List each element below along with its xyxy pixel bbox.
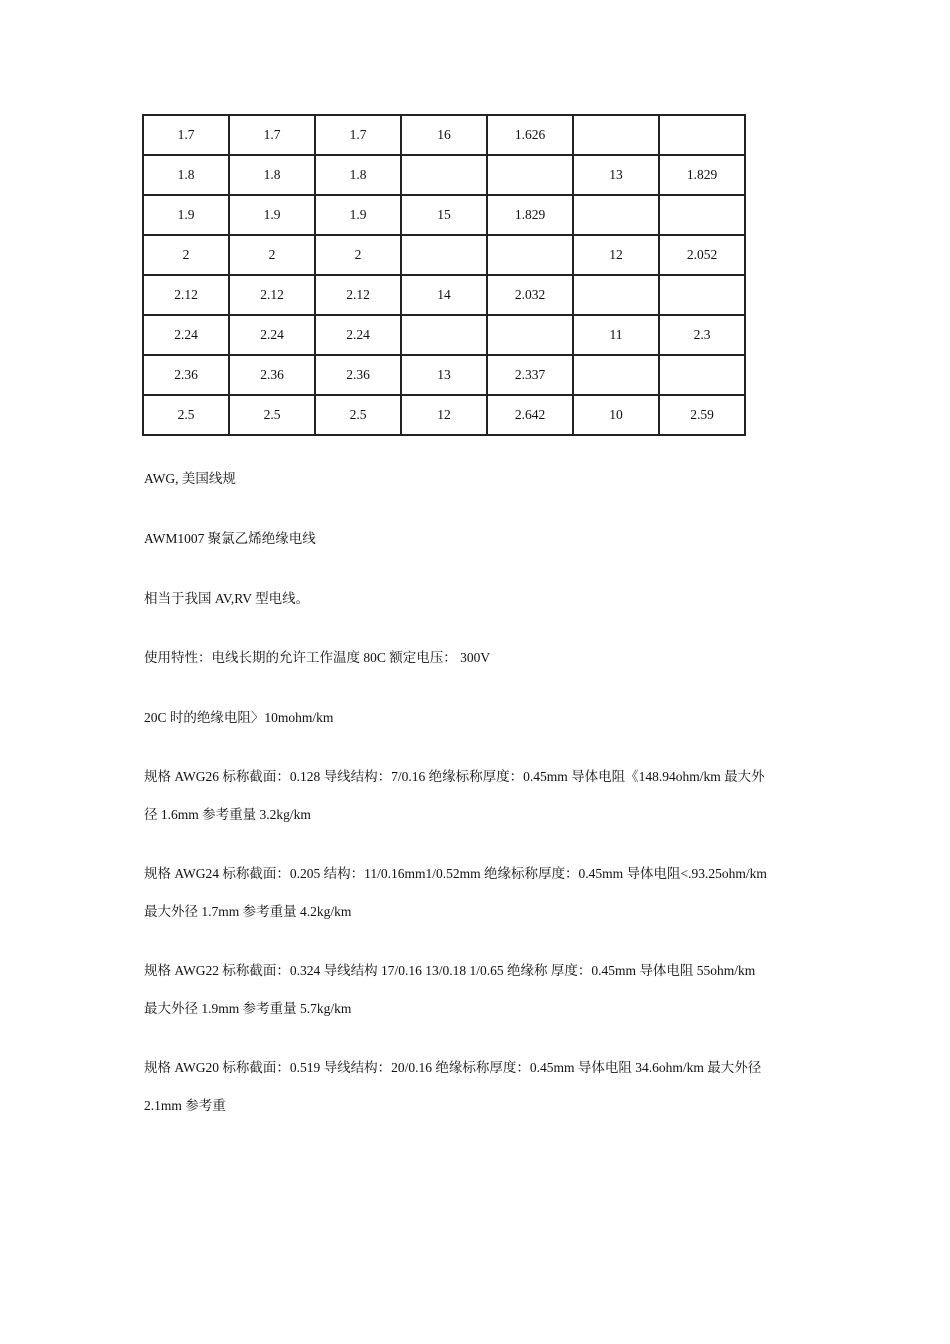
table-cell: 2: [229, 235, 315, 275]
table-cell: 1.9: [315, 195, 401, 235]
table-cell: 10: [573, 395, 659, 435]
table-row: [143, 235, 745, 275]
paragraph-line: 规格 AWG22 标称截面：0.324 导线结构 17/0.16 13/0.18 1/0.65 绝缘称 厚度：0.45mm 导体电阻 55ohm/km: [144, 963, 756, 978]
table-cell: 2.5: [315, 395, 401, 435]
table-body: [143, 115, 745, 435]
table-cell: [659, 195, 745, 235]
paragraph-line: 最大外径 1.7mm 参考重量 4.2kg/km: [144, 904, 352, 919]
paragraph-line: 规格 AWG24 标称截面：0.205 结构：11/0.16mm1/0.52mm 绝缘标称厚度：0.45mm 导体电阻<.93.25ohm/km: [144, 866, 767, 881]
table-cell: 1.8: [229, 155, 315, 195]
table-cell: 2.24: [315, 315, 401, 355]
paragraph-awm1007: [144, 520, 814, 558]
table-row: [143, 395, 745, 435]
paragraph-line: 2.1mm 参考重: [144, 1098, 226, 1113]
table-row: [143, 195, 745, 235]
paragraph-line: 规格 AWG20 标称截面：0.519 导线结构：20/0.16 绝缘标称厚度：0.45mm 导体电阻 34.6ohm/km 最大外径: [144, 1060, 762, 1075]
table-cell: 2.36: [229, 355, 315, 395]
paragraph-resistance: [144, 699, 814, 737]
table-row: [143, 315, 745, 355]
table-cell: [487, 235, 573, 275]
table-cell: 2.12: [143, 275, 229, 315]
table-cell: 13: [573, 155, 659, 195]
table-cell: 16: [401, 115, 487, 155]
table-row: [143, 275, 745, 315]
table-cell: [659, 275, 745, 315]
table-cell: 2.59: [659, 395, 745, 435]
paragraph-line: AWG, 美国线规: [144, 471, 236, 486]
table-cell: [401, 315, 487, 355]
table-cell: 2: [315, 235, 401, 275]
table-cell: [573, 195, 659, 235]
wire-gauge-table: [142, 114, 746, 436]
table-cell: 2.36: [143, 355, 229, 395]
paragraph-awg22: [144, 952, 814, 1028]
table-cell: 13: [401, 355, 487, 395]
paragraph-awg-title: [144, 460, 814, 498]
paragraph-awg24: [144, 855, 814, 931]
table-cell: 12: [573, 235, 659, 275]
table-cell: [573, 355, 659, 395]
table-cell: 1.9: [143, 195, 229, 235]
table-cell: 2.36: [315, 355, 401, 395]
table-cell: 2.5: [229, 395, 315, 435]
table-cell: 1.8: [315, 155, 401, 195]
paragraph-equivalent: [144, 580, 814, 618]
paragraph-line: 最大外径 1.9mm 参考重量 5.7kg/km: [144, 1001, 352, 1016]
paragraph-line: 规格 AWG26 标称截面：0.128 导线结构：7/0.16 绝缘标称厚度：0.45mm 导体电阻《148.94ohm/km 最大外: [144, 769, 765, 784]
table-cell: [487, 315, 573, 355]
table-cell: 2.642: [487, 395, 573, 435]
table-cell: 11: [573, 315, 659, 355]
table-cell: 2.12: [229, 275, 315, 315]
table-cell: 2: [143, 235, 229, 275]
paragraph-usage: [144, 639, 814, 677]
paragraph-awg26: [144, 758, 814, 834]
table-cell: [659, 115, 745, 155]
table-row: [143, 115, 745, 155]
table-cell: 15: [401, 195, 487, 235]
table-cell: 2.052: [659, 235, 745, 275]
table-cell: 2.5: [143, 395, 229, 435]
paragraph-line: 相当于我国 AV,RV 型电线。: [144, 591, 310, 606]
paragraph-line: 20C 时的绝缘电阻〉10mohm/km: [144, 710, 334, 725]
table-cell: [573, 275, 659, 315]
table-cell: 2.032: [487, 275, 573, 315]
table-cell: 1.7: [143, 115, 229, 155]
table-cell: 1.626: [487, 115, 573, 155]
table-cell: 2.24: [229, 315, 315, 355]
paragraph-line: 使用特性：电线长期的允许工作温度 80C 额定电压： 300V: [144, 650, 491, 665]
paragraph-awg20: [144, 1049, 814, 1125]
table-cell: [401, 235, 487, 275]
table-cell: 1.8: [143, 155, 229, 195]
table-cell: 2.337: [487, 355, 573, 395]
paragraph-line: AWM1007 聚氯乙烯绝缘电线: [144, 531, 316, 546]
table-cell: [401, 155, 487, 195]
table-cell: [573, 115, 659, 155]
table-row: [143, 355, 745, 395]
table-row: [143, 155, 745, 195]
table-cell: [659, 355, 745, 395]
table-cell: 1.9: [229, 195, 315, 235]
table-cell: 14: [401, 275, 487, 315]
table-cell: 1.7: [315, 115, 401, 155]
table-cell: 2.12: [315, 275, 401, 315]
paragraph-line: 径 1.6mm 参考重量 3.2kg/km: [144, 807, 311, 822]
table-cell: 12: [401, 395, 487, 435]
table-cell: 1.829: [487, 195, 573, 235]
table-cell: 2.24: [143, 315, 229, 355]
table-cell: 1.7: [229, 115, 315, 155]
table-cell: [487, 155, 573, 195]
table-cell: 1.829: [659, 155, 745, 195]
table-cell: 2.3: [659, 315, 745, 355]
